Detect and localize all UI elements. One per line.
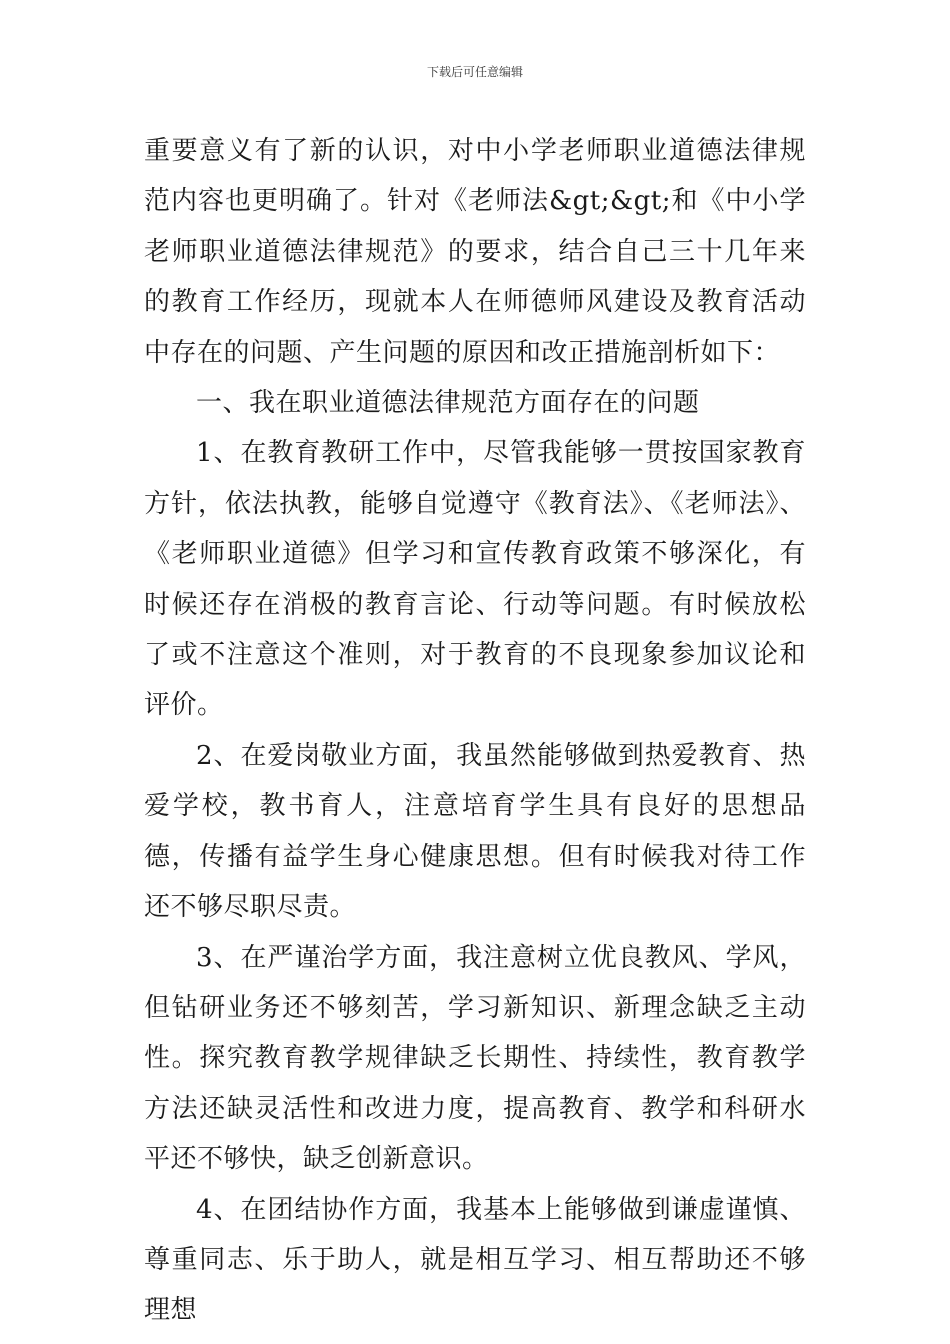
section-heading: 一、我在职业道德法律规范方面存在的问题 <box>196 388 700 419</box>
paragraph-item-2: 2、在爱岗敬业方面，我虽然能够做到热爱教育、热爱学校，教书育人，注意培育学生具有良好的思想品德，传播有益学生身心健康思想。但有时候我对待工作还不够尽职尽责。 <box>144 740 806 923</box>
paragraph-item-3: 3、在严谨治学方面，我注意树立优良教风、学风，但钻研业务还不够刻苦，学习新知识、新理念缺乏主动性。探究教育教学规律缺乏长期性、持续性，教育教学方法还缺灵活性和改进力度，提高教育、教学和科研水平还不够快，缺乏创新意识。 <box>144 942 806 1175</box>
paragraph-intro: 重要意义有了新的认识，对中小学老师职业道德法律规范内容也更明确了。针对《老师法&gt;&gt;和《中小学老师职业道德法律规范》的要求，结合自己三十几年来的教育工作经历，现就本人在师德师风建设及教育活动中存在的问题、产生问题的原因和改正措施剖析如下： <box>144 136 806 368</box>
paragraph-item-1: 1、在教育教研工作中，尽管我能够一贯按国家教育方针，依法执教，能够自觉遵守《教育法》、《老师法》、《老师职业道德》但学习和宣传教育政策不够深化，有时候还存在消极的教育言论、行动等问题。有时候放松了或不注意这个准则，对于教育的不良现象参加议论和评价。 <box>144 438 806 721</box>
document-body <box>144 126 806 1336</box>
page-header: 下载后可任意编辑 <box>426 65 523 79</box>
paragraph-item-4: 4、在团结协作方面，我基本上能够做到谦虚谨慎、尊重同志、乐于助人，就是相互学习、相互帮助还不够理想 <box>144 1194 806 1326</box>
